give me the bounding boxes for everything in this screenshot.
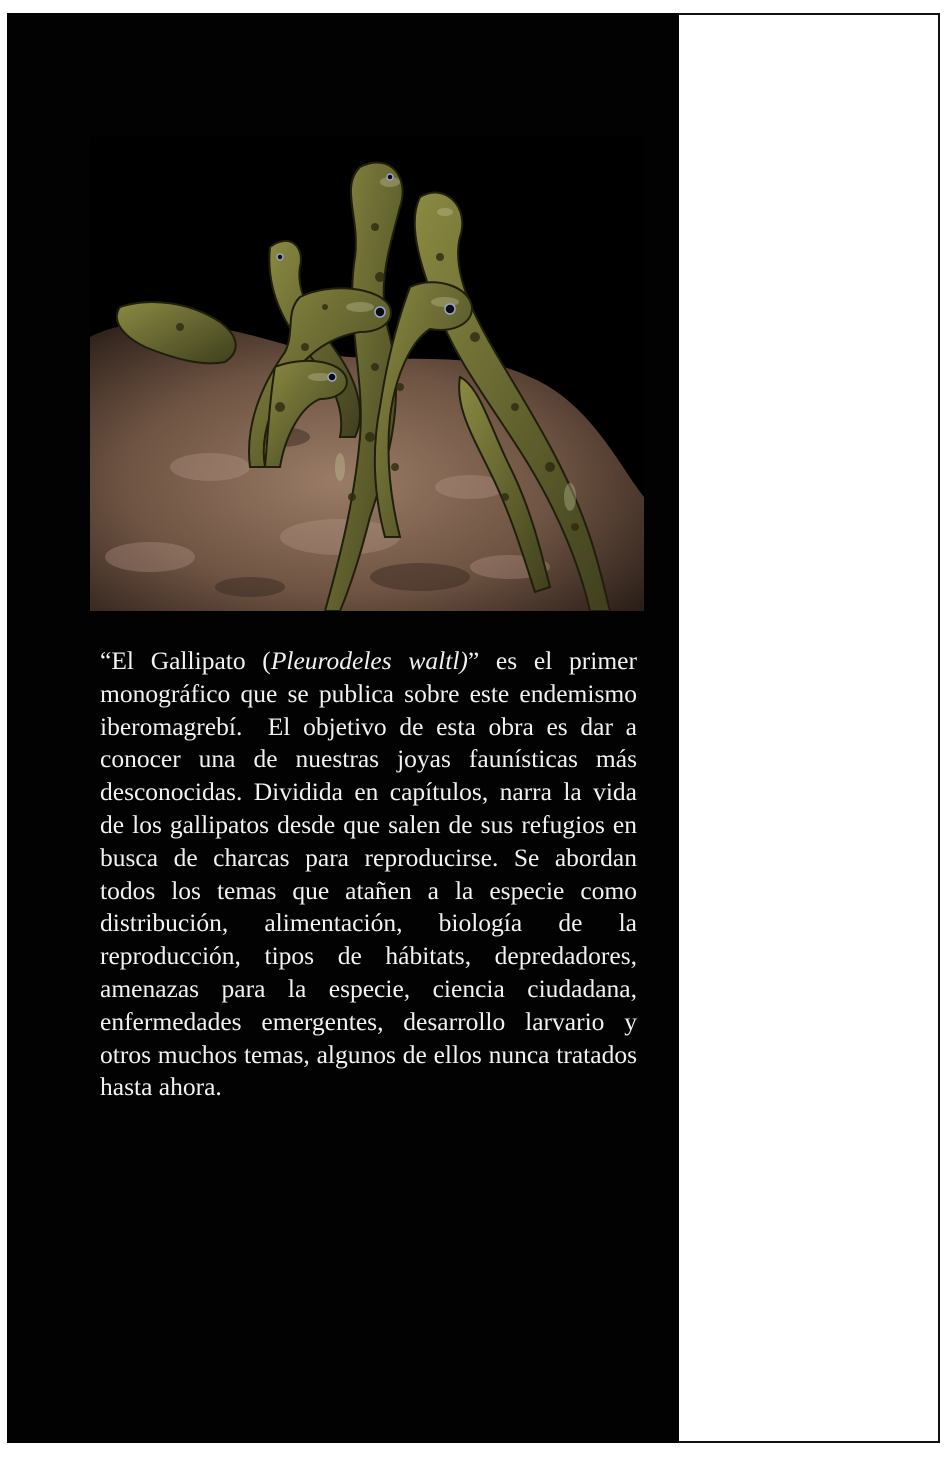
salamander-photo: [90, 137, 644, 611]
blurb-opening: “El Gallipato (: [100, 646, 271, 675]
salamander-illustration: [90, 137, 644, 611]
blurb-body: ” es el primer monográfico que se publica sobre este endemismo iberomagrebí. El objetivo de esta obra es dar a conocer una de nuestras joyas faunísticas más desconocidas. Dividida en capítulos, narra la vida de los gallipatos desde que salen de sus refugios en busca de charcas para reproducirse. Se abordan todos los temas que atañen a la especie como distribución, alimentación, biología de la reproducción, tipos de hábitats, depredadores, amenazas para la especie, ciencia ciudadana, enfermedades emergentes, desarrollo larvario y otros muchos temas, algunos de ellos nunca tratados hasta ahora.: [100, 646, 637, 1102]
back-cover-blurb: [100, 645, 637, 1104]
back-cover: [7, 13, 679, 1443]
species-name: Pleurodeles waltl): [270, 646, 468, 675]
